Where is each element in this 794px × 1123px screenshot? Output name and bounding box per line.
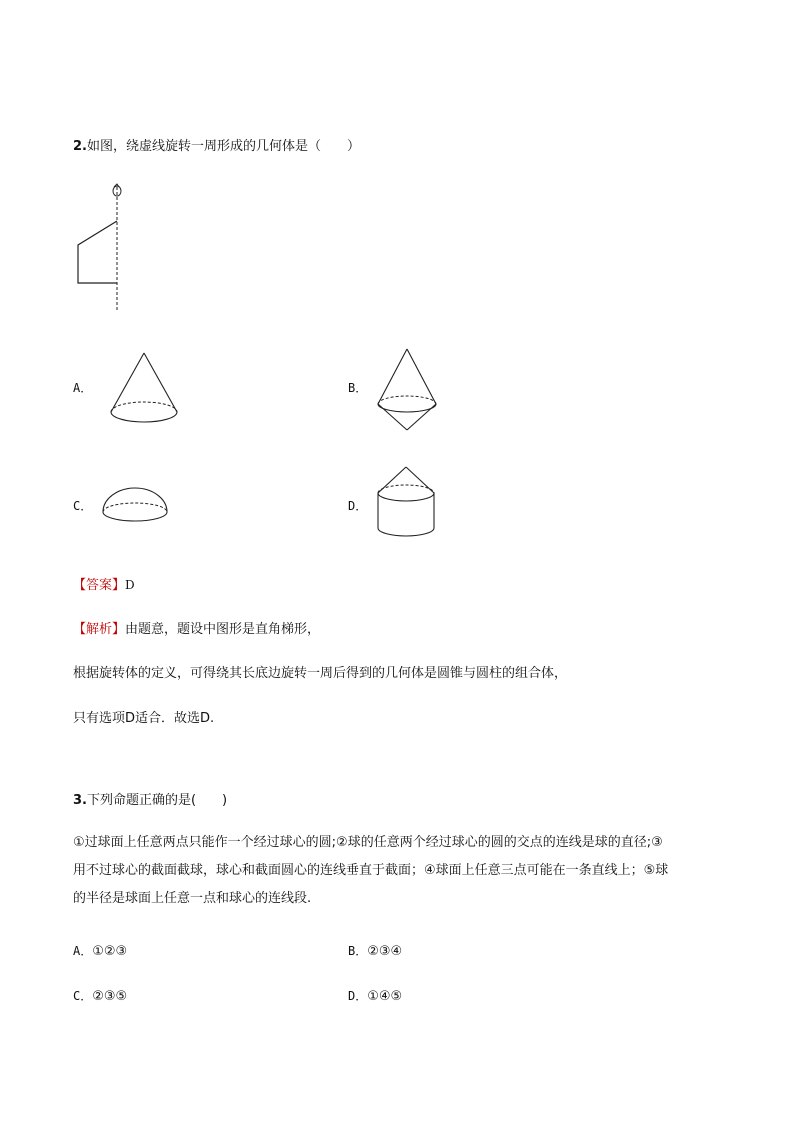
q2-analysis-line-2: 根据旋转体的定义，可得绕其长底边旋转一周后得到的几何体是圆锥与圆柱的组合体， — [73, 666, 568, 681]
q3-option-c-letter: C． — [73, 989, 93, 1003]
q2-analysis-line-1 — [73, 622, 320, 638]
analysis-label: 【解析】 — [73, 622, 126, 637]
q3-option-b-text: ②③④ — [367, 944, 403, 959]
q2-answer — [73, 577, 135, 594]
q2-option-a-letter[interactable]: A． — [73, 381, 93, 395]
q2-option-d-letter[interactable]: D． — [348, 499, 368, 513]
question-2-number: 2. — [73, 139, 87, 154]
answer-value: D — [125, 578, 135, 592]
q3-body-line-2: 用不过球心的截面截球，球心和截面圆心的连线垂直于截面；④球面上任意三点可能在一条直线上；⑤球 — [73, 863, 669, 878]
analysis-text-1: 由题意，题设中图形是直角梯形， — [125, 622, 321, 637]
hemisphere-icon[interactable] — [100, 486, 170, 530]
q3-body-line-1: ①过球面上任意两点只能作一个经过球心的圆;②球的任意两个经过球心的圆的交点的连线是球的直径;③ — [73, 835, 663, 850]
q3-option-d-letter: D． — [348, 989, 368, 1003]
cone-on-cylinder-icon[interactable] — [374, 464, 438, 542]
q3-option-a[interactable] — [73, 944, 127, 960]
q3-option-a-text: ①②③ — [92, 944, 128, 959]
q3-body-line-3: 的半径是球面上任意一点和球心的连线段. — [73, 891, 312, 906]
rotation-figure — [70, 183, 130, 315]
question-2-stem: 如图，绕虚线旋转一周形成的几何体是（ ） — [86, 139, 360, 154]
q3-option-b[interactable] — [348, 944, 402, 960]
trapezoid-shape — [78, 221, 117, 283]
question-3-number: 3. — [73, 793, 87, 808]
q2-option-b-letter[interactable]: B． — [348, 381, 368, 395]
q3-option-b-letter: B． — [348, 944, 368, 958]
question-3-body — [73, 829, 733, 913]
q2-option-c-letter[interactable]: C． — [73, 499, 93, 513]
q2-analysis-line-3: 只有选项D适合．故选D. — [73, 711, 215, 726]
question-2-title — [73, 139, 360, 155]
q3-option-a-letter: A． — [73, 944, 93, 958]
q3-option-c-text: ②③⑤ — [92, 989, 128, 1004]
q3-option-c[interactable] — [73, 989, 127, 1005]
q3-option-d[interactable] — [348, 989, 402, 1005]
answer-label: 【答案】 — [73, 578, 126, 593]
cone-icon[interactable] — [108, 350, 180, 428]
double-cone-icon[interactable] — [375, 346, 439, 434]
question-3-stem: 下列命题正确的是( ) — [86, 793, 228, 808]
q3-option-d-text: ①④⑤ — [367, 989, 403, 1004]
question-3-title — [73, 793, 227, 809]
